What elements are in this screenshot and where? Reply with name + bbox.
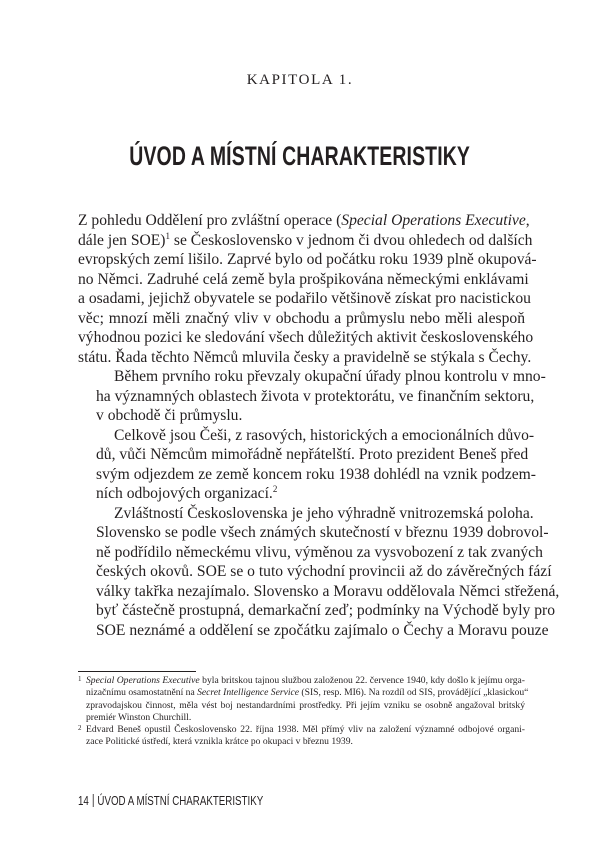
italic-term: Special Operations Executive xyxy=(341,212,526,229)
footnote-number: 1 xyxy=(78,675,82,683)
footer-separator xyxy=(93,794,94,807)
text-line: evropských zemí lišilo. Zaprvé bylo od počátku roku 1939 plně okupová- xyxy=(78,251,537,268)
text-line: ních odbojových organizací.$^2$ xyxy=(96,484,278,502)
footnote-line: zace Politické ústředí, která vznikla krátce po okupaci v březnu 1939. xyxy=(86,736,353,748)
text-line: Z pohledu Oddělení pro zvláštní operace (Special Operations Executive, xyxy=(78,212,530,229)
text-line: no Němci. Zadruhé celá země byla prošpikována německými enklávami xyxy=(78,270,529,288)
page-footer xyxy=(78,794,263,808)
footnote-line: Edvard Beneš opustil Československo 22. října 1938. Měl přímý vliv na založení významné odbojové organi- xyxy=(86,724,525,736)
page-number: 14 xyxy=(78,794,89,808)
chapter-title xyxy=(0,141,600,172)
text-line: války takřka nezajímalo. Slovensko a Moravu oddělovala Němci střežená, xyxy=(96,582,560,600)
text-line: ně podřídilo německému vlivu, výměnou za vysvobození z tak zvaných xyxy=(96,543,543,561)
footnote-reference[interactable]: 2 xyxy=(272,484,278,494)
footnote-line: nizačnímu osamostatnění na Secret Intelligence Service (SIS, resp. MI6). Na rozdíl od SIS, provádějící „klasickou“ xyxy=(86,687,529,699)
text-line: byť částečně prostupná, demarkační zeď; podmínky na Východě byly pro xyxy=(96,602,556,619)
paragraph xyxy=(78,211,537,367)
paragraph xyxy=(78,367,546,426)
text-line: dále jen SOE)$^1$ se Československo v jednom či dvou ohledech od dalších xyxy=(78,230,533,249)
italic-term: Secret Intelligence Service xyxy=(197,687,300,699)
footnote-divider xyxy=(78,671,196,672)
text-line: Slovensko se podle všech známých skutečností v březnu 1939 dobrovol- xyxy=(96,524,549,541)
chapter-title-text: ÚVOD A MÍSTNÍ CHARAKTERISTIKY xyxy=(129,141,471,171)
text-line: Celkově jsou Češi, z rasových, historických a emocionálních důvo- xyxy=(114,426,535,444)
text-line: v obchodě či průmyslu. xyxy=(96,407,243,424)
footnote-number: 2 xyxy=(78,724,82,733)
text-line: a osadami, jejichž obyvatele se podařilo většinově získat pro nacistickou xyxy=(78,290,531,307)
text-line: českých okovů. SOE se o tuto východní provincii až do závěrečných fází xyxy=(96,563,552,580)
text-line: výhodnou pozici ke sledování všech důležitých aktivit československého xyxy=(78,329,534,346)
text-line: věc; mnozí měli značný vliv v obchodu a průmyslu nebo měli alespoň xyxy=(78,309,525,327)
text-line: ha významných oblastech života v protektorátu, ve finančním sektoru, xyxy=(96,387,535,405)
italic-term: Special Operations Executive xyxy=(86,675,200,686)
footnote xyxy=(78,724,525,749)
footnote-reference[interactable]: 1 xyxy=(165,230,170,241)
text-line: SOE neznámé a oddělení se zpočátku zajímalo o Čechy a Moravu pouze xyxy=(96,621,549,639)
running-title: ÚVOD A MÍSTNÍ CHARAKTERISTIKY xyxy=(97,794,264,808)
footnote-line: premiér Winston Churchill. xyxy=(86,711,192,723)
text-line: Během prvního roku převzaly okupační úřady plnou kontrolu v mno- xyxy=(114,368,546,385)
footnotes xyxy=(78,675,529,749)
body-text xyxy=(78,211,560,640)
footnote xyxy=(78,675,529,724)
footnote-line: Special Operations Executive byla britskou tajnou službou založenou 22. července 1940, kdy došlo k jejímu orga- xyxy=(86,675,525,686)
text-line: svým odjezdem ze země koncem roku 1938 dohlédl na vznik podzem- xyxy=(96,465,536,483)
text-line: Zvláštností Československa je jeho výhradně vnitrozemská poloha. xyxy=(114,504,534,522)
paragraph xyxy=(78,426,536,504)
text-line: státu. Řada těchto Němců mluvila česky a pravidelně se stýkala s Čechy. xyxy=(78,348,532,366)
chapter-label: KAPITOLA 1. xyxy=(246,72,354,88)
text-line: dů, vůči Němcům mimořádně nepřátelští. Proto prezident Beneš před xyxy=(96,446,529,463)
footnote-line: zpravodajskou činnost, měla vést boj nestandardními prostředky. Při jejím vzniku se osobně angažoval britský xyxy=(86,699,525,711)
paragraph xyxy=(78,504,560,641)
